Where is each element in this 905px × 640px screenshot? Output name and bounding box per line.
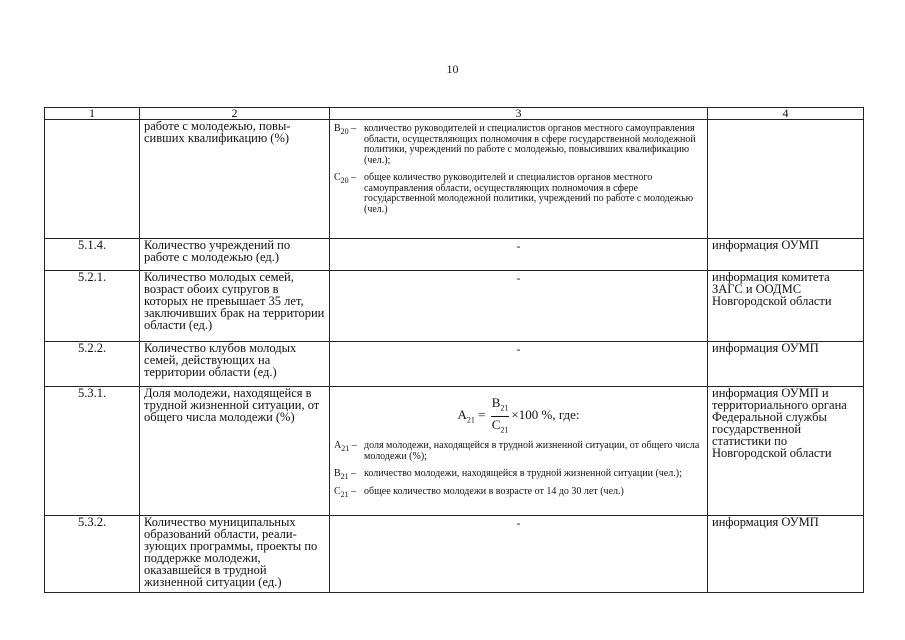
- indicator-name: Доля молодежи, находящейся в трудной жизненной ситуации, от общего числа молодежи (%): [140, 387, 330, 516]
- definition-b20: $В_{20}$ – количество руководителей и специалистов органов местного самоуправления области, осуществляющих полномочия в сфере государственной молодежной политики, учреждений по работе с молодежью, повысивших квалификацию (чел.);: [334, 123, 696, 166]
- table-row-5-3-1: [45, 387, 864, 516]
- row-number: 5.1.4.: [45, 239, 140, 271]
- table-header-row: [45, 108, 864, 120]
- calculation-method: -: [330, 342, 708, 387]
- row-number: 5.2.2.: [45, 342, 140, 387]
- row-number: 5.2.1.: [45, 271, 140, 342]
- data-source: информация ОУМП и территориального органа Федеральной службы государственной статистики по Новгородской области: [708, 387, 864, 516]
- data-source: [708, 120, 864, 239]
- row-number: 5.3.2.: [45, 516, 140, 593]
- definition-c21: $С_{21}$ – общее количество молодежи в возрасте от 14 до 30 лет (чел.): [334, 485, 624, 499]
- table-row-5-2-2: [45, 342, 864, 387]
- column-number-1: 1: [45, 108, 140, 120]
- definition-a21: $А_{21}$ – доля молодежи, находящейся в трудной жизненной ситуации, от общего числа молодежи (%);: [334, 440, 700, 462]
- column-number-3: 3: [330, 108, 708, 120]
- calculation-method: [330, 387, 708, 516]
- indicator-name: Количество учреждений по работе с молодежью (ед.): [140, 239, 330, 271]
- formula-a21: $A_{21}$ = $\frac{B_{21}}{C_{21}}$ ×100 %, где:: [457, 395, 580, 435]
- calculation-method: [330, 120, 708, 239]
- calculation-method: -: [330, 516, 708, 593]
- page-number: 10: [446, 62, 459, 76]
- data-source: информация ОУМП: [708, 516, 864, 593]
- table-row-5-1-4: [45, 239, 864, 271]
- data-source: информация комитета ЗАГС и ООДМС Новгородской области: [708, 271, 864, 342]
- definition-b21: $В_{21}$ – количество молодежи, находящейся в трудной жизненной ситуации (чел.);: [334, 468, 682, 482]
- calculation-method: -: [330, 271, 708, 342]
- row-number: [45, 120, 140, 239]
- data-source: информация ОУМП: [708, 342, 864, 387]
- definition-c20: $С_{20}$ – общее количество руководителей и специалистов органов местного самоуправления области, осуществляющих полномочия в сфере государственной молодежной политики, учреждений по работе с молодежью (чел.): [334, 172, 694, 215]
- table-row-5-2-1: [45, 271, 864, 342]
- table-row-continuation: [45, 120, 864, 239]
- table-row-5-3-2: [45, 516, 864, 593]
- column-number-2: 2: [140, 108, 330, 120]
- indicator-name: Количество молодых семей, возраст обоих супругов в которых не превышает 35 лет, заключивших брак на территории области (ед.): [140, 271, 330, 342]
- indicator-name: Количество муниципальных образований области, реализующих программы, проекты по поддержке молодежи, оказавшейся в трудной жизненной ситуации (ед.): [140, 516, 330, 593]
- indicators-table: [44, 107, 864, 593]
- data-source: информация ОУМП: [708, 239, 864, 271]
- calculation-method: -: [330, 239, 708, 271]
- indicator-name: Количество клубов молодых семей, действующих на территории области (ед.): [140, 342, 330, 387]
- column-number-4: 4: [708, 108, 864, 120]
- row-number: 5.3.1.: [45, 387, 140, 516]
- indicator-name: работе с молодежью, повысивших квалификацию (%): [140, 120, 330, 239]
